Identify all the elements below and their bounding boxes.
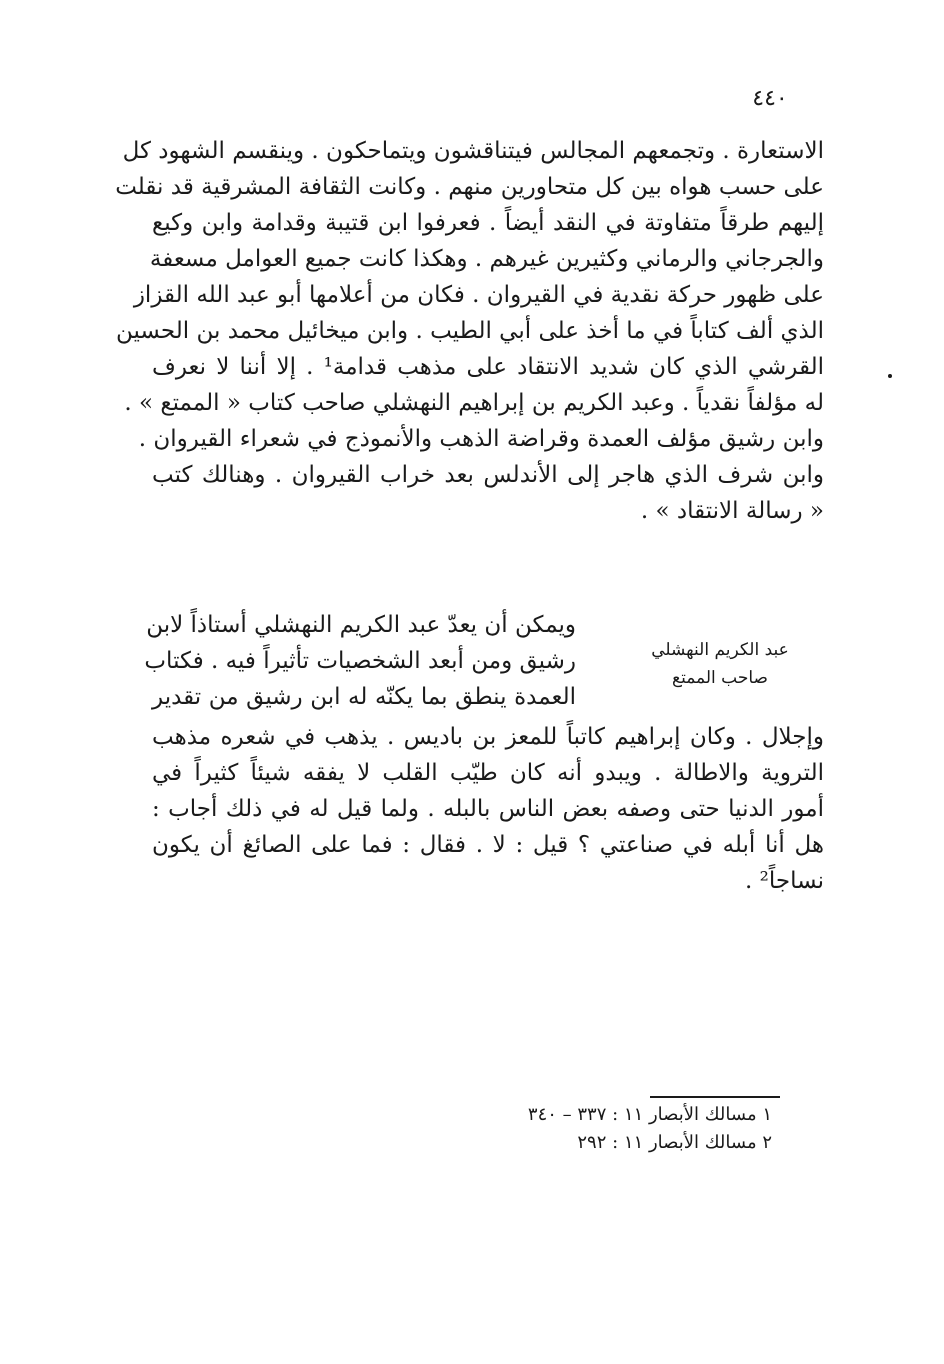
paragraph2-line-2: رشيق ومن أبعد الشخصيات تأثيراً فيه . فكتاب [144,648,576,674]
paragraph1-line-11: « رسالة الانتقاد » . [640,498,824,524]
paragraph1-line-6: الذي ألف كتاباً في ما أخذ على أبي الطيب . وابن ميخائيل محمد بن الحسين [115,318,824,344]
paragraph1-line-5: على ظهور حركة نقدية في القيروان . فكان من أعلامها أبو عبد الله القزاز [133,282,824,308]
paragraph2-line-7: هل أنا أبله في صناعتي ؟ قيل : لا . فقال : فما على الصائغ أن يكون [152,832,824,858]
paragraph2-line-8: نساجاً² . [744,868,824,894]
paragraph1-line-9: وابن رشيق مؤلف العمدة وقراضة الذهب والأنموذج في شعراء القيروان . [138,426,824,452]
footnote-divider [650,1096,780,1098]
margin-note [640,636,800,692]
footnote-2: ٢ مسالك الأبصار ١١ : ٢٩٢ [577,1132,772,1153]
paragraph1-line-10: وابن شرف الذي هاجر إلى الأندلس بعد خراب القيروان . وهنالك كتب [152,462,824,488]
paragraph2-line-1: ويمكن أن يعدّ عبد الكريم النهشلي أستاذاً لابن [146,612,576,638]
margin-note-line-1: عبد الكريم النهشلي [651,640,789,660]
paragraph2-line-6: أمور الدنيا حتى وصفه بعض الناس بالبله . ولما قيل له في ذلك أجاب : [152,796,824,822]
page-number: ٤٤٠ [752,86,788,111]
margin-note-line-2: صاحب الممتع [672,668,768,688]
footnote-1: ١ مسالك الأبصار ١١ : ٣٣٧ – ٣٤٠ [527,1104,772,1125]
paragraph1-line-3: إليهم طرقاً متفاوتة في النقد أيضاً . فعرفوا ابن قتيبة وقدامة وابن وكيع [152,210,824,236]
paragraph1-line-4: والجرجاني والرماني وكثيرين غيرهم . وهكذا كانت جميع العوامل مسعفة [149,246,824,272]
paragraph2-line-3: العمدة ينطق بما يكنّه له ابن رشيق من تقدير [152,684,576,710]
paragraph1-line-8: له مؤلفاً نقدياً . وعبد الكريم بن إبراهيم النهشلي صاحب كتاب « الممتع » . [124,390,824,416]
paragraph2-line-4: وإجلال . وكان إبراهيم كاتباً للمعز بن باديس . يذهب في شعره مذهب [152,724,824,750]
paragraph1-line-7: القرشي الذي كان شديد الانتقاد على مذهب قدامة¹ . إلا أننا لا نعرف [152,354,824,380]
paragraph1-line-1: الاستعارة . وتجمعهم المجالس فيتناقشون ويتماحكون . وينقسم الشهود كل [122,138,824,164]
ink-speck [888,374,892,378]
paragraph2-line-5: التروية والاطالة . ويبدو أنه كان طيّب القلب لا يفقه شيئاً كثيراً في [152,760,824,786]
paragraph1-line-2: على حسب هواه بين كل متحاورين منهم . وكانت الثقافة المشرقية قد نقلت [115,174,824,200]
